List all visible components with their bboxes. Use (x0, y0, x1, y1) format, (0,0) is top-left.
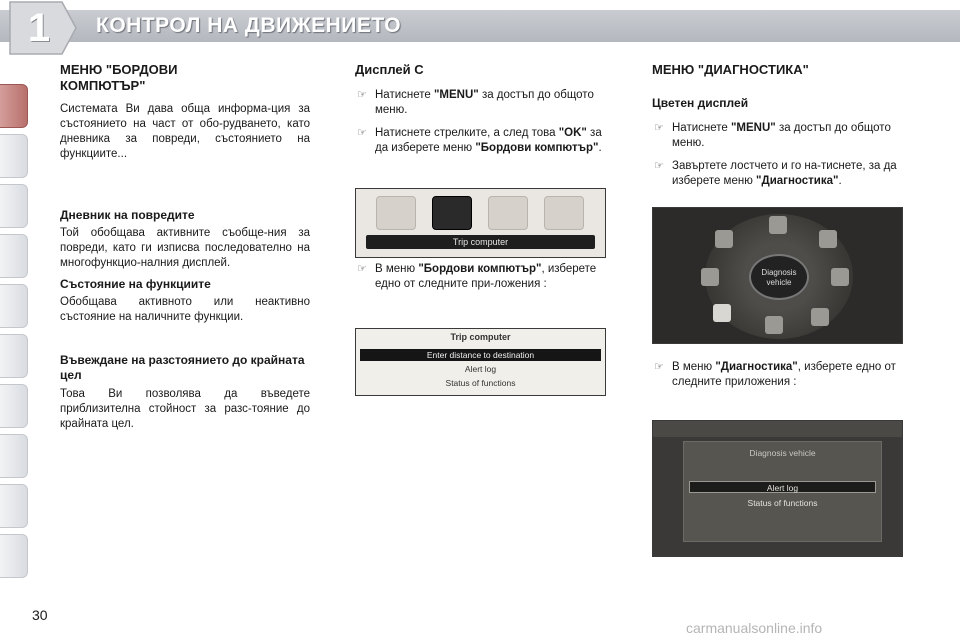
phone-icon (544, 196, 584, 230)
chapter-tab-strip (0, 58, 34, 578)
hand-pointer-icon: ☞ (654, 122, 664, 134)
list-item: Alert log (464, 364, 497, 374)
section-heading-trip-computer: МЕНЮ "БОРДОВИ КОМПЮТЪР" (60, 62, 178, 93)
list-item: Status of functions (747, 498, 818, 508)
distance-text: Това Ви позволява да въведете приблизителна стойност за разс-тояние до крайната цел. (60, 388, 310, 430)
car-icon (819, 230, 837, 248)
hand-pointer-icon: ☞ (654, 361, 664, 373)
column-right (652, 62, 906, 189)
step-select-diagnosis: ☞ Завъртете лостчето и го на-тиснете, за да изберете меню "Диагностика". (654, 160, 897, 187)
display-icon-menu (355, 188, 606, 258)
column-middle (355, 62, 607, 156)
chapter-tab[interactable] (0, 534, 28, 578)
step-choose-application: ☞ В меню "Бордови компютър", изберете едно от следните при-ложения : (357, 263, 597, 290)
radio-icon (765, 316, 783, 334)
fuel-pump-icon (432, 196, 472, 230)
page-number: 30 (32, 607, 48, 623)
step-select-trip-computer: ☞ Натиснете стрелките, а след това "OK" за да изберете меню "Бордови компютър". (357, 127, 602, 154)
display-round-menu (652, 207, 903, 344)
warning-icon (769, 216, 787, 234)
list-item: Status of functions (445, 378, 516, 388)
status-strip (653, 421, 902, 437)
page-header (0, 0, 960, 52)
column-left (60, 62, 310, 432)
functions-text: Обобщава активното или неактивно състояние на наличните функции. (60, 296, 310, 323)
tools-icon (713, 304, 731, 322)
intro-paragraph: Системата Ви дава обща информа-ция за състоянието на част от обо-рудването, като дневника за повреди, състоянието на функциите... (60, 103, 310, 160)
functions-heading: Състояние на функциите (60, 277, 211, 291)
settings-icon (831, 268, 849, 286)
chapter-tab[interactable] (0, 134, 28, 178)
screen-title: Trip computer (450, 332, 511, 342)
section-heading-display-c: Дисплей C (355, 62, 424, 77)
diagnosis-center-label: Diagnosis vehicle (749, 254, 809, 300)
chapter-tab[interactable] (0, 184, 28, 228)
screen-title: Diagnosis vehicle (749, 448, 816, 458)
navigation-icon (376, 196, 416, 230)
column-right-lower (652, 360, 906, 390)
hand-pointer-icon: ☞ (357, 263, 367, 275)
phone-icon (811, 308, 829, 326)
chapter-number: 1 (27, 6, 51, 50)
watermark: carmanualsonline.info (686, 620, 823, 636)
settings-sliders-icon (488, 196, 528, 230)
chapter-tab[interactable] (0, 234, 28, 278)
fault-log-heading: Дневник на повредите (60, 208, 195, 222)
list-item: Enter distance to destination (360, 349, 601, 361)
hand-pointer-icon: ☞ (357, 127, 367, 139)
section-heading-diagnosis: МЕНЮ "ДИАГНОСТИКА" (652, 62, 809, 77)
chapter-tab[interactable] (0, 284, 28, 328)
chapter-title: КОНТРОЛ НА ДВИЖЕНИЕТО (96, 14, 402, 37)
column-middle-lower (355, 262, 607, 292)
chapter-tab[interactable] (0, 484, 28, 528)
step-press-menu: ☞ Натиснете "MENU" за достъп до общото меню. (357, 89, 594, 116)
chapter-tab-active[interactable] (0, 84, 28, 128)
menu-label-bar: Trip computer (366, 235, 595, 249)
display-trip-computer-list (355, 328, 606, 396)
hand-pointer-icon: ☞ (654, 160, 664, 172)
chapter-tab[interactable] (0, 434, 28, 478)
fault-log-text: Той обобщава активните съобще-ния за повреди, като ги изписва последователно на многофункцио-налния дисплей. (60, 227, 310, 269)
list-item: Alert log (689, 481, 876, 493)
color-display-heading: Цветен дисплей (652, 96, 749, 110)
step-press-menu: ☞ Натиснете "MENU" за достъп до общото меню. (654, 122, 891, 149)
distance-heading: Въвеждане на разстоянието до крайната цел (60, 353, 305, 382)
chapter-tab[interactable] (0, 384, 28, 428)
display-diagnosis-list (652, 420, 903, 557)
hand-pointer-icon: ☞ (357, 89, 367, 101)
book-icon (715, 230, 733, 248)
step-choose-application: ☞ В меню "Диагностика", изберете едно от следните приложения : (654, 361, 896, 388)
navigation-icon (701, 268, 719, 286)
chapter-tab[interactable] (0, 334, 28, 378)
